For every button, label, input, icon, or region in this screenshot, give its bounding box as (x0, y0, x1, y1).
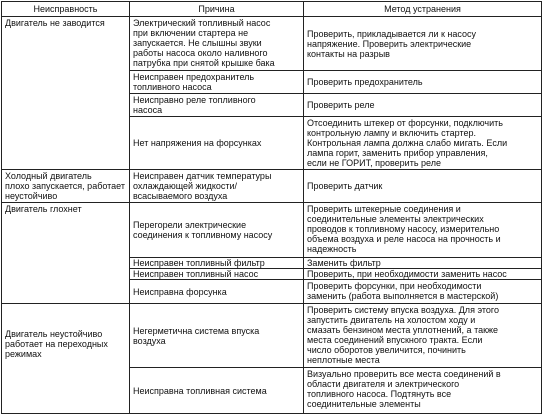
fix-text: Проверить форсунки, при необходимости заменить (работа выполняется в мастерской) (307, 281, 499, 301)
header-row (2, 2, 542, 17)
fix-cell (304, 117, 542, 170)
fix-text: Визуально проверить все места соединений в области двигателя и электрического топливного насоса. Подтянуть все соединительные элементы (307, 369, 501, 409)
cause-text: Неисправна топливная система (133, 385, 267, 396)
fix-text: Проверить систему впуска воздуха. Для этого запустить двигатель на холостом ходу и смазать бензином места уплотнений, а также места соединений впускного тракта. Если число оборотов увеличится, починить неплотные места (307, 305, 499, 365)
cause-cell (130, 269, 304, 280)
cause-text: Неисправен топливный насос (133, 269, 259, 279)
cause-text: Неисправен датчик температуры охлаждающей жидкости/ всасываемого воздуха (133, 171, 272, 201)
fault-cell (2, 203, 130, 304)
fault-text: Двигатель неустойчиво работает на переходных режимах (5, 329, 108, 359)
cause-cell (130, 203, 304, 258)
fix-cell (304, 17, 542, 71)
fix-text: Проверить штекерные соединения и соединительные элементы электрических проводов к топливному насосу, измерительно объема воздуха и реле насоса на прочность и надежность (307, 204, 501, 254)
cause-text: Неисправно реле топливного насоса (133, 95, 256, 115)
table-row (2, 203, 542, 258)
fault-cell (2, 170, 130, 203)
fault-text: Холодный двигатель плохо запускается, работает неустойчиво (5, 171, 126, 201)
cause-cell (130, 170, 304, 203)
cause-cell (130, 368, 304, 414)
fix-cell (304, 71, 542, 94)
table-row (2, 170, 542, 203)
cause-cell (130, 304, 304, 368)
fix-text: Проверить датчик (307, 181, 383, 191)
cause-cell (130, 280, 304, 304)
fix-cell (304, 304, 542, 368)
cause-text: Неисправна форсунка (133, 286, 227, 297)
fix-cell (304, 170, 542, 203)
cause-cell (130, 117, 304, 170)
cause-text: Негерметична система впуска воздуха (133, 325, 260, 346)
fix-text: Отсоединить штекер от форсунки, подключить контрольную лампу и включить стартер. Контрольная лампа должна слабо мигать. Если лампа горит, заменить прибор управления, если не ГОРИТ, проверить реле (307, 118, 508, 168)
fault-text: Двигатель глохнет (5, 204, 82, 214)
cause-cell (130, 94, 304, 117)
cause-cell (130, 258, 304, 269)
header-fix: Метод устранения (304, 2, 542, 17)
cause-text: Перегорели электрические соединения к топливному насосу (133, 220, 273, 240)
fault-text: Двигатель не заводится (5, 18, 105, 28)
cause-text: Неисправен топливный фильтр (133, 258, 265, 268)
cause-cell (130, 71, 304, 94)
cause-text: Нет напряжения на форсунках (133, 138, 262, 148)
fault-cell (2, 17, 130, 170)
header-fault: Неисправность (2, 2, 130, 17)
fix-cell (304, 368, 542, 414)
table-row (2, 304, 542, 368)
fix-cell (304, 94, 542, 117)
cause-text: Неисправен предохранитель топливного насоса (133, 72, 255, 92)
cause-cell (130, 17, 304, 71)
fix-text: Проверить, при необходимости заменить насос (307, 269, 507, 279)
fix-cell (304, 269, 542, 280)
troubleshooting-table (1, 1, 542, 414)
fix-cell (304, 280, 542, 304)
table-row (2, 17, 542, 71)
fix-cell (304, 203, 542, 258)
fix-cell (304, 258, 542, 269)
fix-text: Проверить, прикладывается ли к насосу напряжение. Проверить электрические контакты на разрыв (307, 28, 477, 59)
header-cause: Причина (130, 2, 304, 17)
fault-cell (2, 304, 130, 414)
fix-text: Заменить фильтр (307, 258, 381, 268)
fix-text: Проверить реле (307, 100, 375, 110)
cause-text: Электрический топливный насос при включении стартера не запускается. Не слышны звуки работы насоса около наливного патрубка при снятой крышке бака (133, 18, 275, 68)
fix-text: Проверить предохранитель (307, 77, 423, 87)
